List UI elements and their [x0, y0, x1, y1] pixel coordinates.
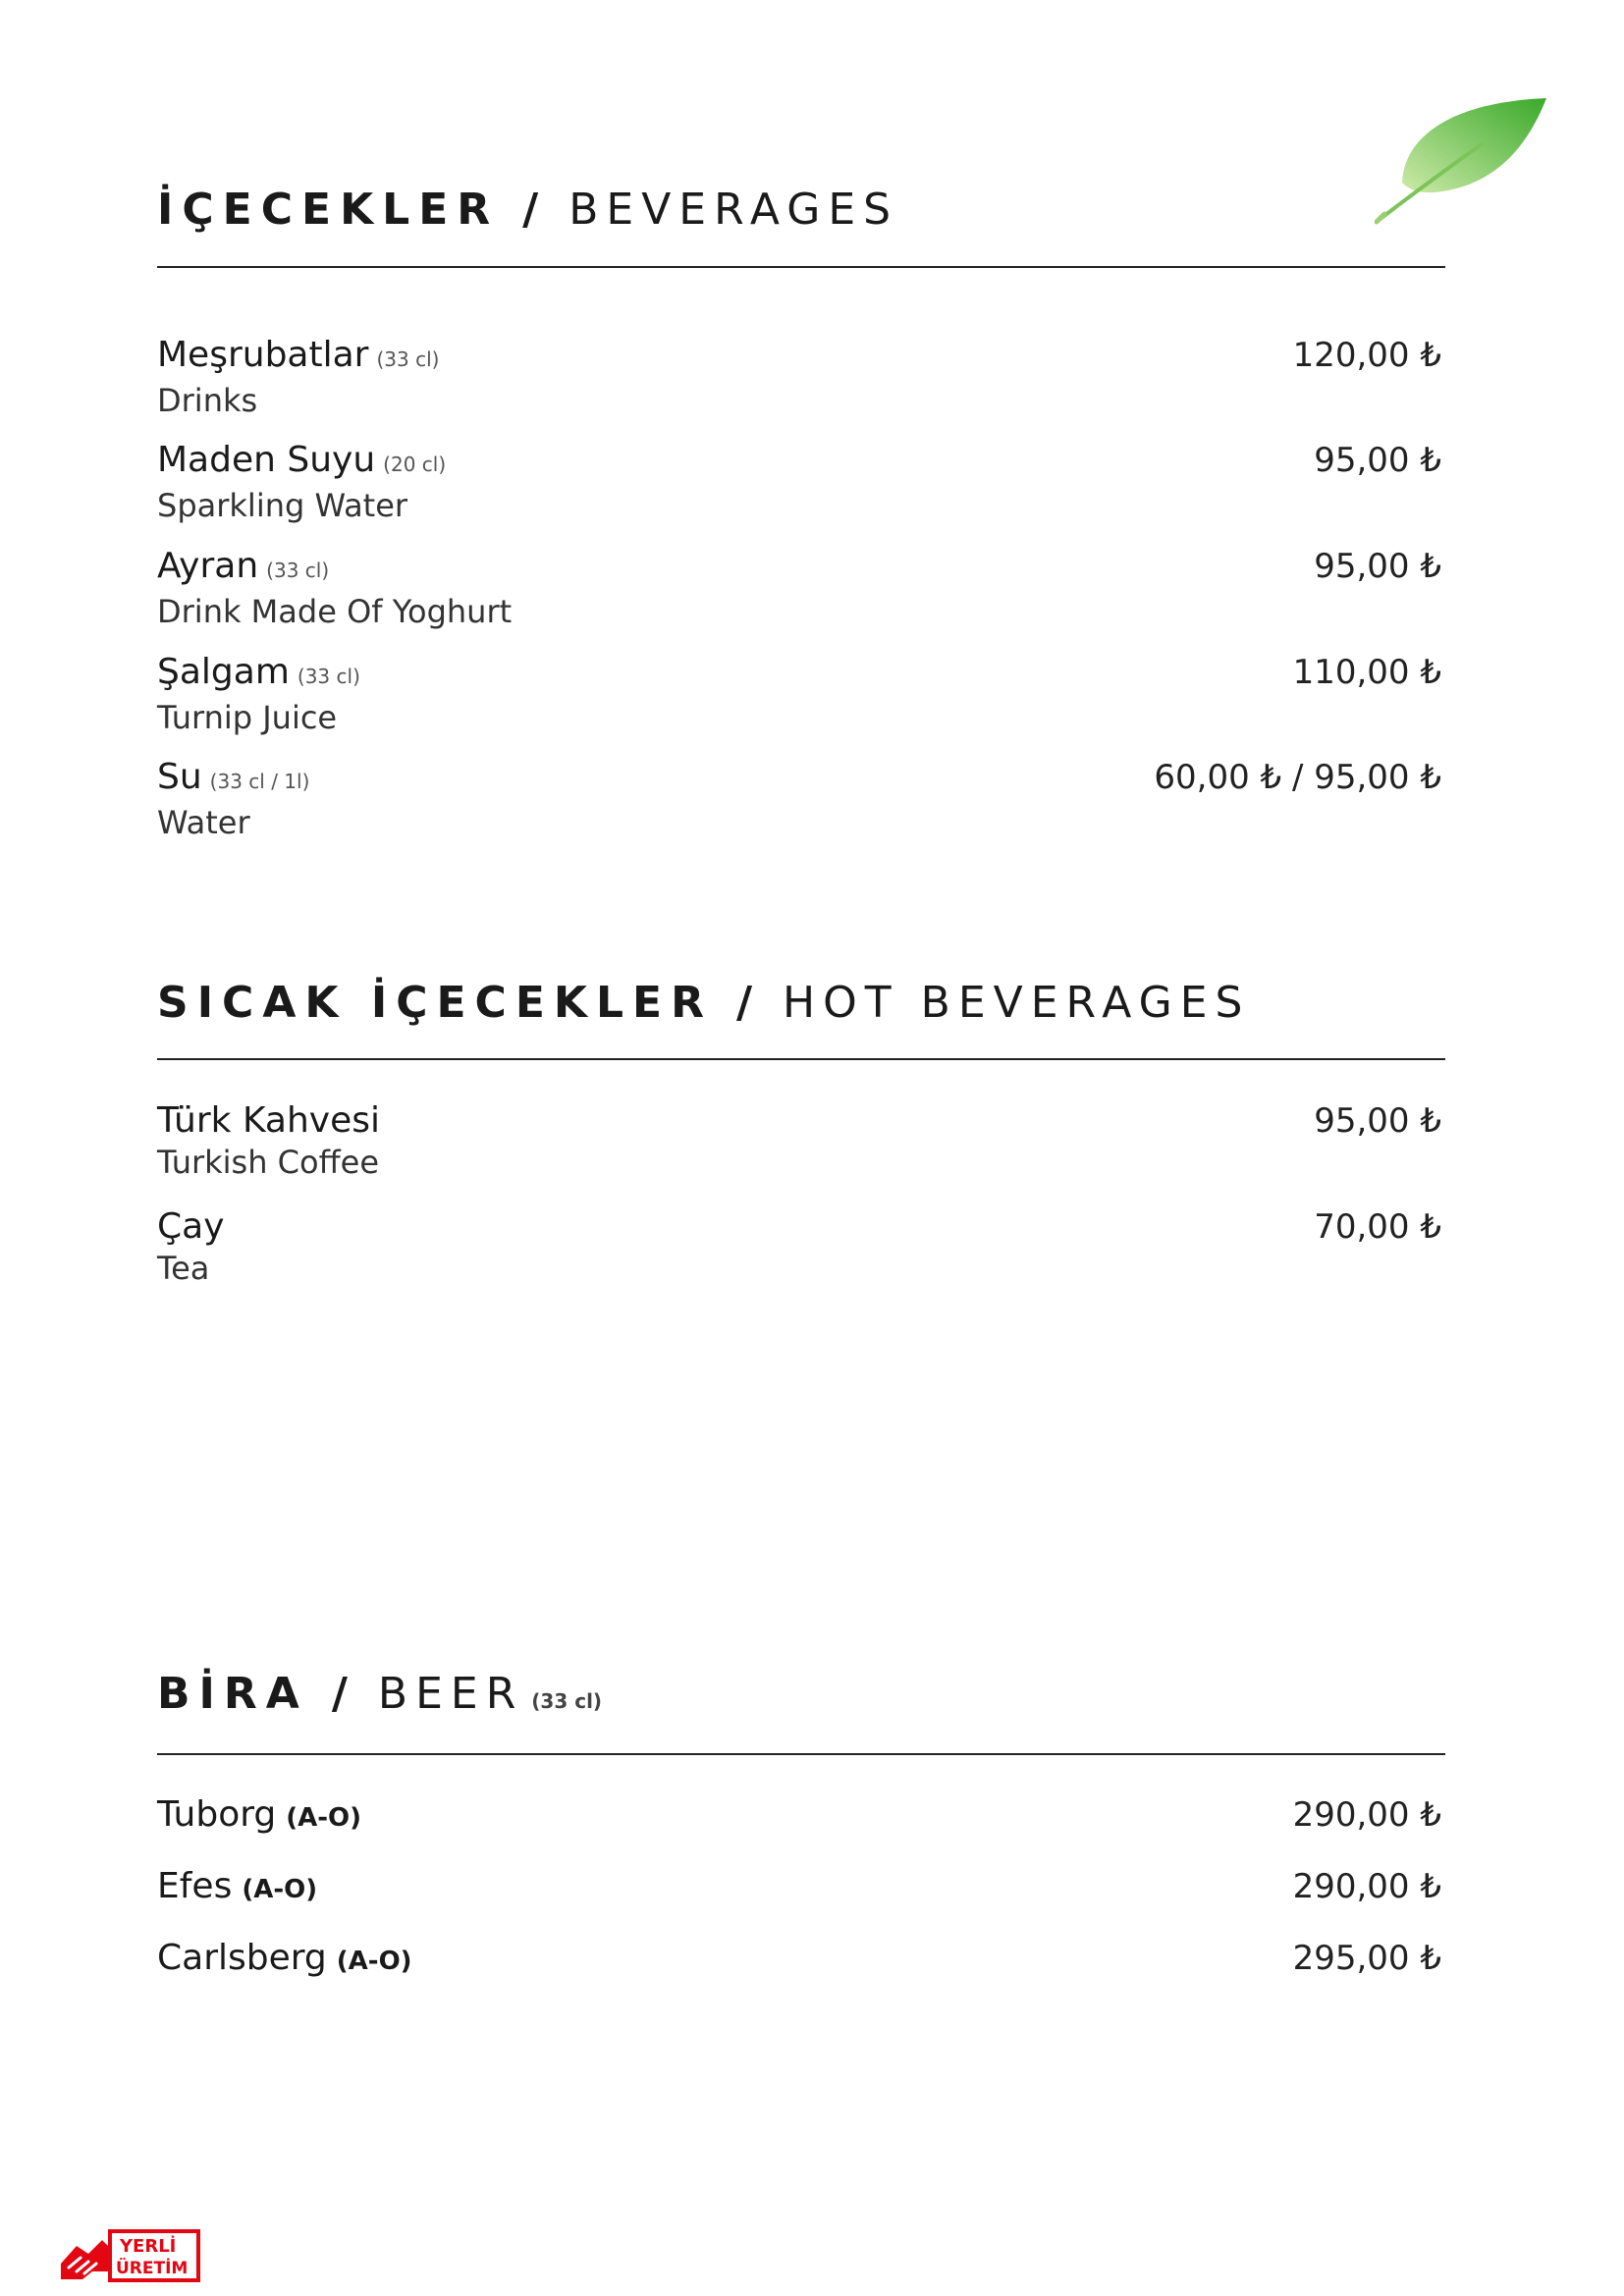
section-title-separator: / [735, 978, 762, 1028]
menu-item [157, 439, 1441, 525]
menu-item [157, 1793, 1441, 1840]
section-title [157, 185, 1445, 240]
item-price: 95,00 ₺ [1314, 547, 1441, 586]
section-title-separator: / [331, 1669, 356, 1719]
item-name: Tuborg [157, 1794, 277, 1835]
menu-item [157, 334, 1441, 420]
item-name: Türk Kahvesi [157, 1100, 381, 1141]
item-price: 95,00 ₺ [1314, 1101, 1441, 1141]
item-price: 70,00 ₺ [1314, 1207, 1441, 1247]
item-price: 290,00 ₺ [1292, 1795, 1441, 1835]
menu-item [157, 1937, 1441, 1983]
section-title-tr: BİRA [157, 1669, 308, 1719]
section-divider [157, 1058, 1445, 1060]
section-title [157, 978, 1445, 1033]
item-description: Drink Made Of Yoghurt [157, 593, 513, 630]
section-title-volume: (33 cl) [531, 1689, 603, 1713]
item-name: Ayran [157, 546, 259, 586]
item-volume: (33 cl) [266, 559, 330, 582]
section-divider [157, 1753, 1445, 1755]
menu-item [157, 1865, 1441, 1911]
section-title-en: BEER [377, 1669, 524, 1719]
item-volume: (33 cl) [376, 347, 440, 371]
item-price: 110,00 ₺ [1292, 653, 1441, 692]
section-title-tr: SICAK İÇECEKLER [157, 978, 713, 1028]
section-divider [157, 266, 1445, 268]
beverages-section [157, 185, 1445, 852]
item-price: 290,00 ₺ [1292, 1867, 1441, 1906]
item-tag: (A-O) [336, 1947, 412, 1976]
item-price: 295,00 ₺ [1292, 1939, 1441, 1978]
item-name-line [157, 1937, 1441, 1983]
item-volume: (33 cl / 1l) [209, 770, 310, 793]
item-name-line [157, 651, 1441, 698]
hot-beverages-section [157, 978, 1445, 1311]
item-name: Efes [157, 1866, 233, 1906]
item-description: Tea [157, 1250, 210, 1287]
item-name: Carlsberg [157, 1938, 327, 1978]
beer-section [157, 1669, 1445, 2002]
menu-item [157, 545, 1441, 631]
section-title-en: BEVERAGES [568, 185, 899, 235]
item-name: Maden Suyu [157, 440, 376, 480]
item-name: Su [157, 757, 202, 797]
item-description: Turkish Coffee [157, 1144, 380, 1181]
item-description: Sparkling Water [157, 487, 408, 524]
item-description: Turnip Juice [157, 699, 338, 736]
section-title-en: HOT BEVERAGES [783, 978, 1251, 1028]
item-tag: (A-O) [242, 1875, 318, 1904]
menu-item [157, 1205, 1441, 1288]
menu-item [157, 651, 1441, 737]
item-description: Water [157, 804, 250, 841]
item-price: 60,00 ₺ / 95,00 ₺ [1154, 758, 1441, 797]
item-name: Şalgam [157, 652, 290, 692]
item-name-line [157, 545, 1441, 592]
item-name: Meşrubatlar [157, 335, 369, 375]
item-name-line [157, 334, 1441, 381]
item-price: 95,00 ₺ [1314, 441, 1441, 480]
item-description: Drinks [157, 382, 258, 419]
item-name-line [157, 1865, 1441, 1911]
item-tag: (A-O) [286, 1803, 362, 1833]
section-title-separator: / [522, 185, 548, 235]
item-name-line [157, 439, 1441, 486]
menu-item [157, 756, 1441, 842]
item-name: Çay [157, 1206, 225, 1247]
yerli-uretim-logo [59, 2228, 201, 2283]
section-title [157, 1669, 1445, 1724]
item-volume: (33 cl) [297, 665, 360, 688]
svg-text:YERLİ: YERLİ [120, 2236, 177, 2257]
menu-item [157, 1099, 1441, 1182]
item-volume: (20 cl) [383, 453, 447, 476]
section-title-tr: İÇECEKLER [157, 185, 500, 235]
item-price: 120,00 ₺ [1292, 336, 1441, 375]
svg-text:ÜRETİM: ÜRETİM [116, 2259, 189, 2278]
item-name-line [157, 1793, 1441, 1840]
